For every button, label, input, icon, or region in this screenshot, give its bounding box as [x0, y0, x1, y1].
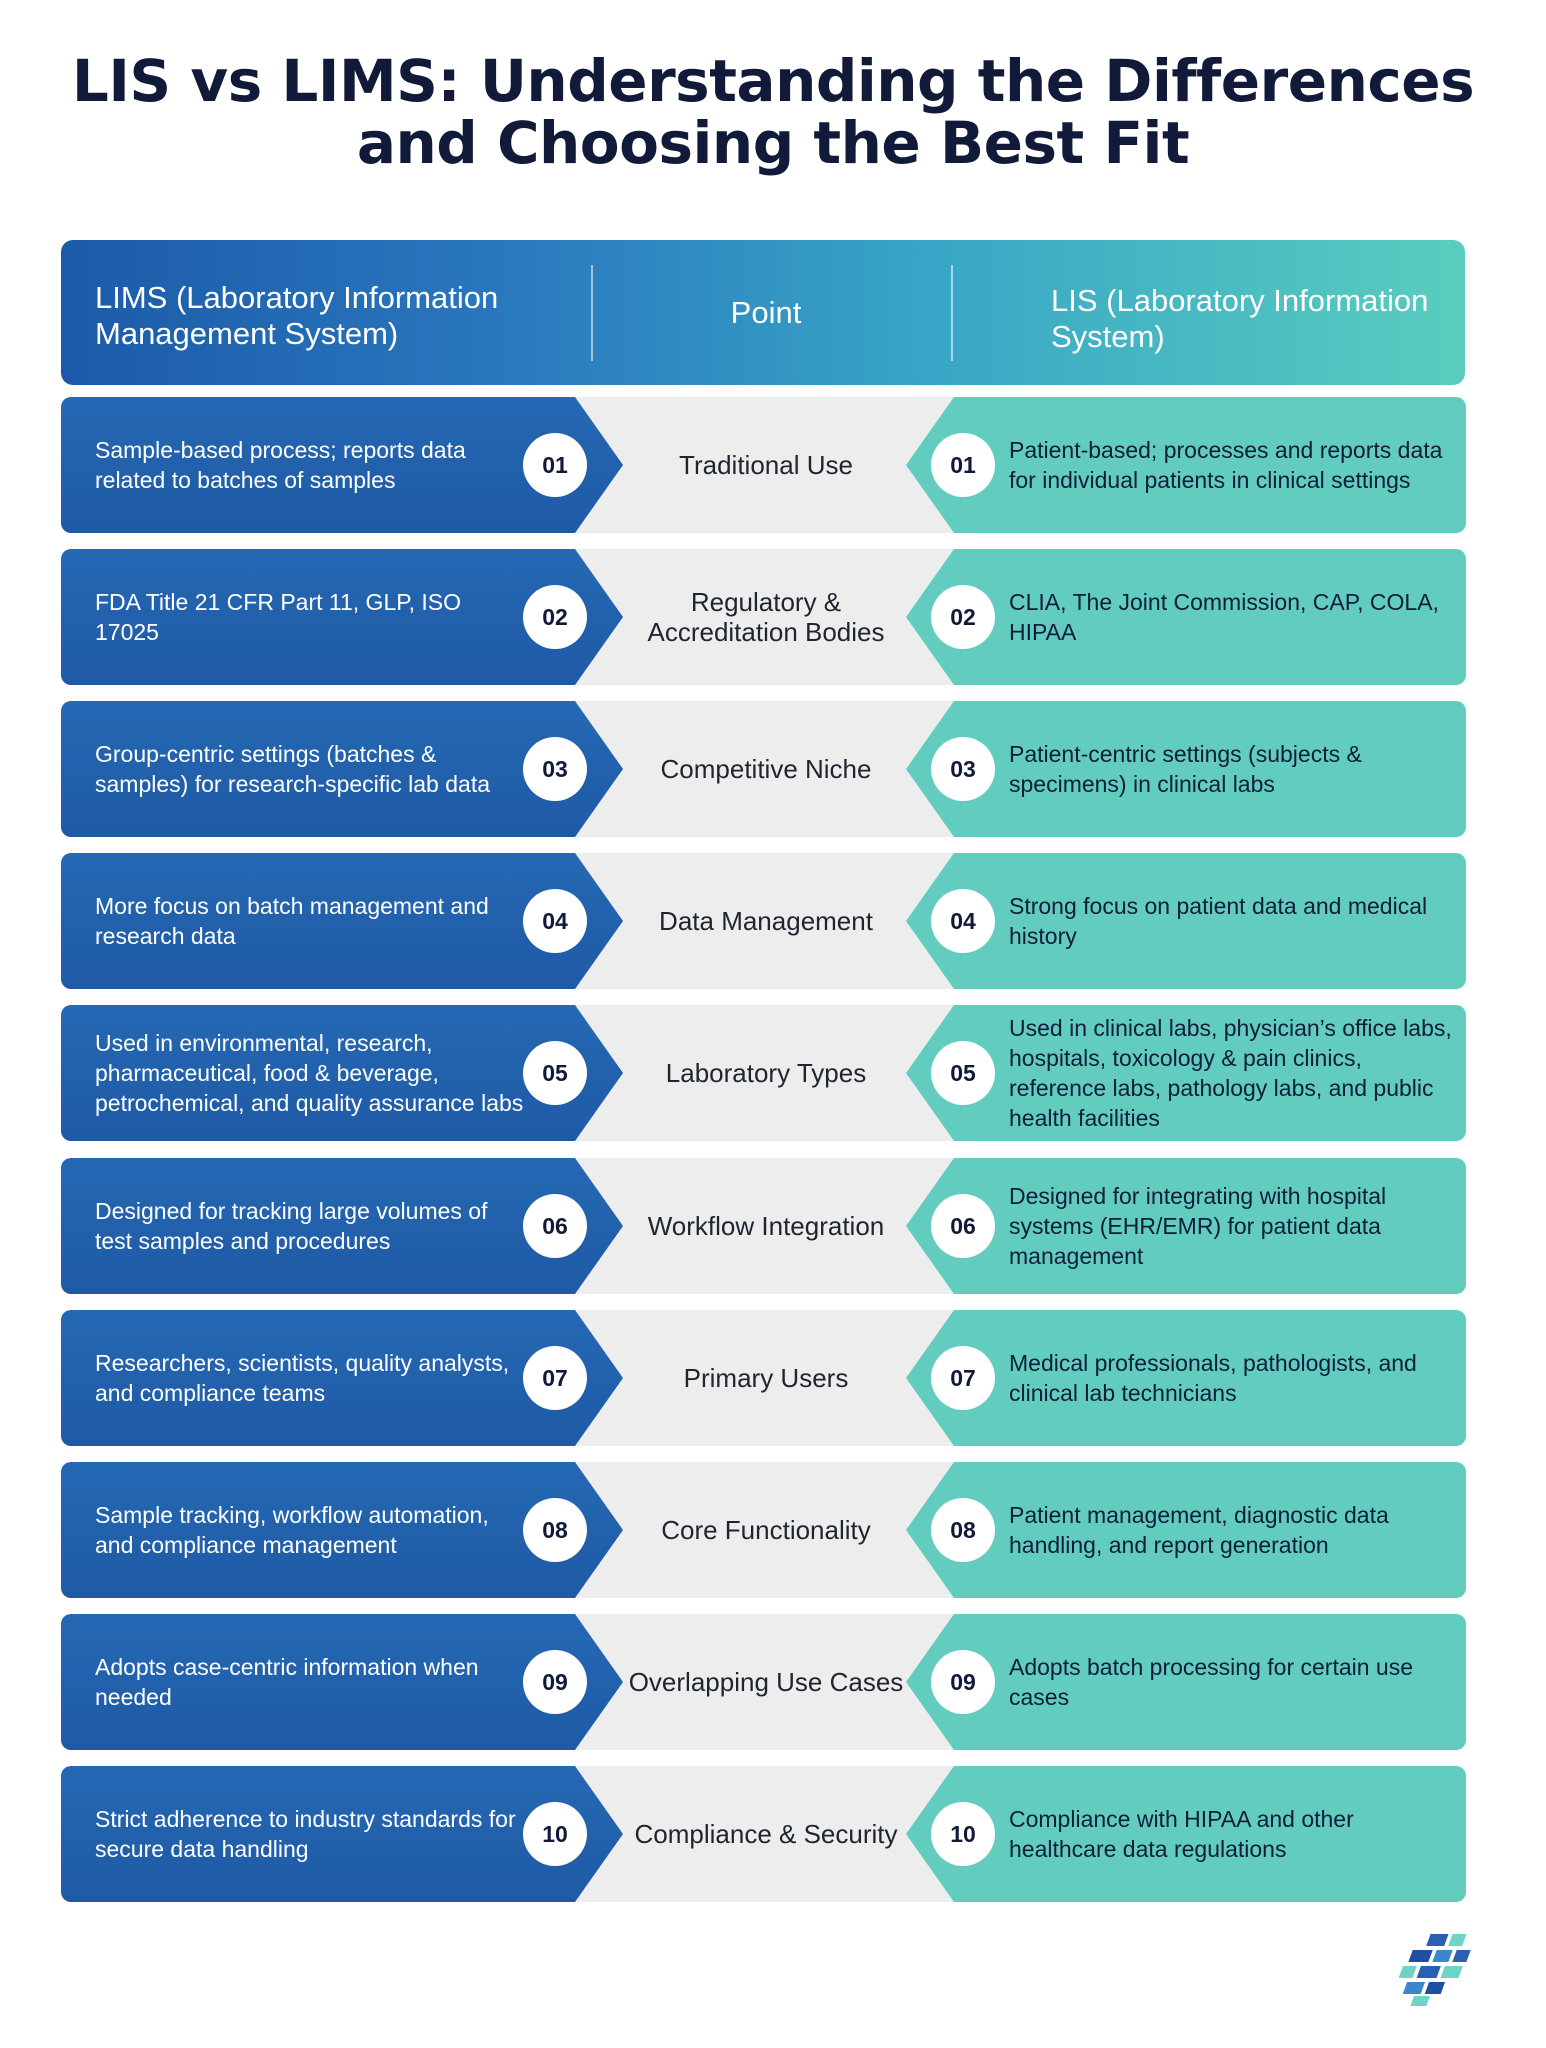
lims-description: Used in environmental, research, pharmaceutical, food & beverage, petrochemical, and quality assurance labs — [95, 1030, 524, 1116]
lims-description: Sample tracking, workflow automation, and compliance management — [95, 1502, 489, 1558]
lims-number-badge: 09 — [523, 1650, 587, 1714]
lis-number-badge: 04 — [931, 889, 995, 953]
lims-number-badge: 01 — [523, 433, 587, 497]
lims-number-badge: 10 — [523, 1802, 587, 1866]
lis-number-badge: 05 — [931, 1041, 995, 1105]
point-label: Data Management — [659, 906, 873, 936]
point-label: Primary Users — [683, 1363, 849, 1393]
lis-description: Patient-based; processes and reports data for individual patients in clinical settings — [1009, 437, 1443, 493]
lis-description: Patient-centric settings (subjects & specimens) in clinical labs — [1009, 741, 1362, 797]
point-label: Laboratory Types — [665, 1058, 867, 1088]
lis-number-badge: 01 — [931, 433, 995, 497]
point-label: Overlapping Use Cases — [628, 1667, 904, 1697]
comparison-row — [61, 1614, 1466, 1750]
lis-number-badge: 06 — [931, 1194, 995, 1258]
company-logo-icon — [1392, 1930, 1478, 2008]
point-label: Workflow Integration — [647, 1211, 885, 1241]
lims-description: Researchers, scientists, quality analysts, and compliance teams — [95, 1350, 510, 1406]
comparison-row — [61, 701, 1466, 837]
comparison-row — [61, 853, 1466, 989]
comparison-row — [61, 1462, 1466, 1598]
comparison-row — [61, 1158, 1466, 1294]
title-line-2: and Choosing the Best Fit — [356, 109, 1190, 177]
lis-description: Strong focus on patient data and medical history — [1009, 893, 1428, 949]
point-label: Competitive Niche — [660, 754, 872, 784]
lims-description: Designed for tracking large volumes of test samples and procedures — [95, 1198, 488, 1254]
page-title — [0, 47, 1546, 177]
lims-number-badge: 05 — [523, 1041, 587, 1105]
lis-number-badge: 03 — [931, 737, 995, 801]
lis-number-badge: 08 — [931, 1498, 995, 1562]
lims-number-badge: 04 — [523, 889, 587, 953]
comparison-row — [61, 397, 1466, 533]
point-label: Compliance & Security — [634, 1819, 898, 1849]
point-label: Core Functionality — [661, 1515, 871, 1545]
point-label: Traditional Use — [679, 450, 853, 480]
header-lims-label: LIMS (Laboratory Information Management System) — [95, 280, 499, 351]
lis-number-badge: 07 — [931, 1346, 995, 1410]
lims-description: Group-centric settings (batches & samples) for research-specific lab data — [95, 741, 490, 797]
point-label: Regulatory & Accreditation Bodies — [647, 587, 885, 647]
lims-description: More focus on batch management and research data — [95, 893, 489, 949]
title-line-1: LIS vs LIMS: Understanding the Differences — [71, 47, 1475, 115]
lims-description: Strict adherence to industry standards for secure data handling — [95, 1806, 516, 1862]
lims-number-badge: 06 — [523, 1194, 587, 1258]
lis-number-badge: 10 — [931, 1802, 995, 1866]
lims-number-badge: 02 — [523, 585, 587, 649]
lis-number-badge: 02 — [931, 585, 995, 649]
header-point-label: Point — [730, 294, 802, 330]
lims-description: Sample-based process; reports data related to batches of samples — [95, 437, 466, 493]
lis-description: Medical professionals, pathologists, and clinical lab technicians — [1009, 1350, 1417, 1406]
comparison-row — [61, 1766, 1466, 1902]
header-lis-label: LIS (Laboratory Information System) — [1051, 283, 1429, 354]
lims-number-badge: 08 — [523, 1498, 587, 1562]
lims-number-badge: 07 — [523, 1346, 587, 1410]
table-header — [61, 240, 1465, 385]
lis-number-badge: 09 — [931, 1650, 995, 1714]
lims-description: Adopts case-centric information when needed — [95, 1654, 479, 1710]
lis-description: Adopts batch processing for certain use cases — [1009, 1654, 1414, 1710]
lims-number-badge: 03 — [523, 737, 587, 801]
lis-description: Compliance with HIPAA and other healthcare data regulations — [1009, 1806, 1354, 1862]
lis-description: CLIA, The Joint Commission, CAP, COLA, HIPAA — [1009, 589, 1439, 645]
lis-description: Designed for integrating with hospital systems (EHR/EMR) for patient data management — [1009, 1183, 1387, 1269]
lis-description: Patient management, diagnostic data handling, and report generation — [1009, 1502, 1389, 1558]
lis-description: Used in clinical labs, physician’s office labs, hospitals, toxicology & pain clinics, reference labs, pathology labs, and public health facilities — [1009, 1015, 1452, 1131]
comparison-row — [61, 549, 1466, 685]
header-divider-right — [951, 265, 953, 361]
lims-description: FDA Title 21 CFR Part 11, GLP, ISO 17025 — [95, 589, 462, 645]
comparison-row — [61, 1310, 1466, 1446]
comparison-row — [61, 1005, 1466, 1141]
